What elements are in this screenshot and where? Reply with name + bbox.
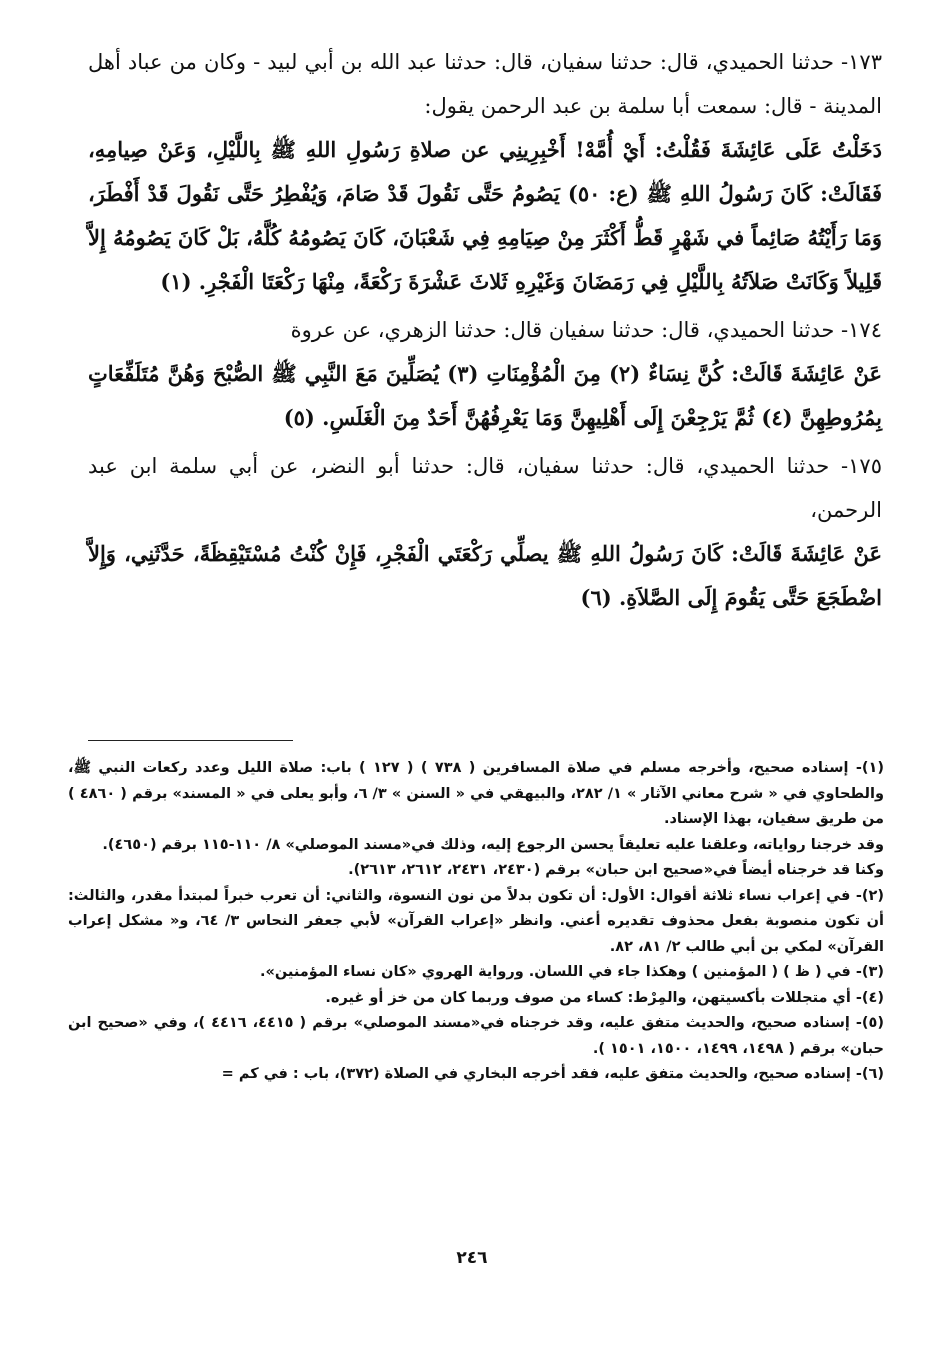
main-text bbox=[88, 40, 882, 620]
hadith-175-matn: عَنْ عَائِشَةَ قَالَتْ: كَانَ رَسُولُ اللهِ ﷺ يصلِّي رَكْعَتَي الْفَجْرِ، فَإِنْ كُنْتُ مُسْتَيْقِظَةً، حَدَّثَنِي، وَإِلاَّ اضْطَجَعَ حَتَّى يَقُومَ إِلَى الصَّلاَةِ. (٦) bbox=[88, 541, 882, 610]
footnote-1-continuation: وقد خرجنا رواياته، وعلقنا عليه تعليقاً يحسن الرجوع إليه، وذلك في«مسند الموصلي» ٨/ ١١٠-١١٥ برقم (٤٦٥٠). bbox=[102, 836, 884, 853]
hadith-174-isnad: ١٧٤- حدثنا الحميدي، قال: حدثنا سفيان قال: حدثنا الزهري، عن عروة bbox=[290, 318, 882, 342]
hadith-174-matn: عَنْ عَائِشَةَ قَالَتْ: كُنَّ نِسَاءٌ (٢) مِنَ الْمُؤْمِنَاتِ (٣) يُصَلِّينَ مَعَ النَّبِي ﷺ الصُّبْحَ وَهُنَّ مُتَلَفِّعَاتٍ بِمُرُوطِهِنَّ (٤) ثُمَّ يَرْجِعْنَ إِلَى أَهْلِيهِنَّ وَمَا يَعْرِفُهُنَّ أَحَدٌ مِنَ الْغَلَسِ. (٥) bbox=[88, 361, 882, 430]
footnote-2: (٢)- في إعراب نساء ثلاثة أقوال: الأول: أن تكون بدلاً من نون النسوة، والثاني: أن تعرب خبراً لمبتدأ مقدر، والثالث: أن تكون منصوبة بفعل محذوف تقديره أعني. وانظر «إعراب القرآن» لأبي جعفر النحاس ٣/ ٦٤، و« مشكل إعراب القرآن» لمكي بن أبي طالب ٢/ ٨١، ٨٢. bbox=[68, 887, 884, 955]
footnote-1: (١)- إسناده صحيح، وأخرجه مسلم في صلاة المسافرين ( ٧٣٨ ) ( ١٢٧ ) باب: صلاة الليل وعدد ركعات النبي ﷺ، والطحاوي في « شرح معاني الآثار » ١/ ٢٨٢، والبيهقي في « السنن » ٣/ ٦، وأبو يعلى في « المسند» برقم ( ٤٨٦٠ ) من طريق سفيان، بهذا الإسناد. bbox=[68, 760, 884, 827]
footnote-1-continuation-2: وكنا قد خرجناه أيضاً في«صحيح ابن حبان» برقم (٢٤٣٠، ٢٤٣١، ٢٦١٢، ٢٦١٣). bbox=[348, 862, 884, 878]
footnotes bbox=[68, 756, 884, 1088]
hadith-173-matn: دَخَلْتُ عَلَى عَائِشَةَ فَقُلْتُ: أَيْ أُمَّهْ! أَخْبِرِينِي عن صلاةِ رَسُولِ اللهِ ﷺ بِاللَّيْلِ، وَعَنْ صِيامِهِ، فَقَالَتْ: كَانَ رَسُولُ اللهِ ﷺ (ع: ٥٠) يَصُومُ حَتَّى نَقُولَ قَدْ صَامَ، وَيُفْطِرُ حَتَّى نَقُولَ قَدْ أَفْطَرَ، وَمَا رَأَيْتُهُ صَائِماً في شَهْرٍ قَطُّ أَكْثَرَ مِنْ صِيَامِهِ فِي شَعْبَانَ، كَانَ يَصُومُهُ كُلَّهُ، بَلْ كَانَ يَصُومُهُ إِلاَّ قَلِيلاً وَكَانَتْ صَلاَتُهُ بِاللَّيْلِ فِي رَمَضَانَ وَغَيْرِهِ ثَلاثَ عَشْرَةَ رَكْعَةً، مِنْهَا رَكْعَتَا الْفَجْرِ. (١) bbox=[88, 137, 883, 294]
footnote-4: (٤)- أي متجللات بأكسيتهن، والمِرْط: كساء من صوف وربما كان من خز أو غيره. bbox=[325, 989, 884, 1006]
hadith-175-isnad: ١٧٥- حدثنا الحميدي، قال: حدثنا سفيان، قال: حدثنا أبو النضر، عن أبي سلمة ابن عبد الرحمن، bbox=[88, 454, 882, 522]
hadith-173-isnad: ١٧٣- حدثنا الحميدي، قال: حدثنا سفيان، قال: حدثنا عبد الله بن أبي لبيد - وكان من عباد أهل المدينة - قال: سمعت أبا سلمة بن عبد الرحمن يقول: bbox=[88, 50, 882, 118]
footnote-5: (٥)- إسناده صحيح، والحديث متفق عليه، وقد خرجناه في«مسند الموصلي» برقم ( ٤٤١٥، ٤٤١٦ )، وفي «صحيح ابن حبان» برقم ( ١٤٩٨، ١٤٩٩، ١٥٠٠، ١٥٠١ ). bbox=[68, 1015, 885, 1057]
footnote-divider bbox=[88, 740, 293, 741]
footnote-6: (٦)- إسناده صحيح، والحديث متفق عليه، فقد أخرجه البخاري في الصلاة (٣٧٢)، باب : في كم = bbox=[221, 1066, 884, 1082]
footnote-3: (٣)- في ( ظ ) ( المؤمنين ) وهكذا جاء في اللسان. ورواية الهروي «كان نساء المؤمنين». bbox=[259, 964, 884, 980]
page-number: ٢٤٦ bbox=[456, 1248, 488, 1268]
